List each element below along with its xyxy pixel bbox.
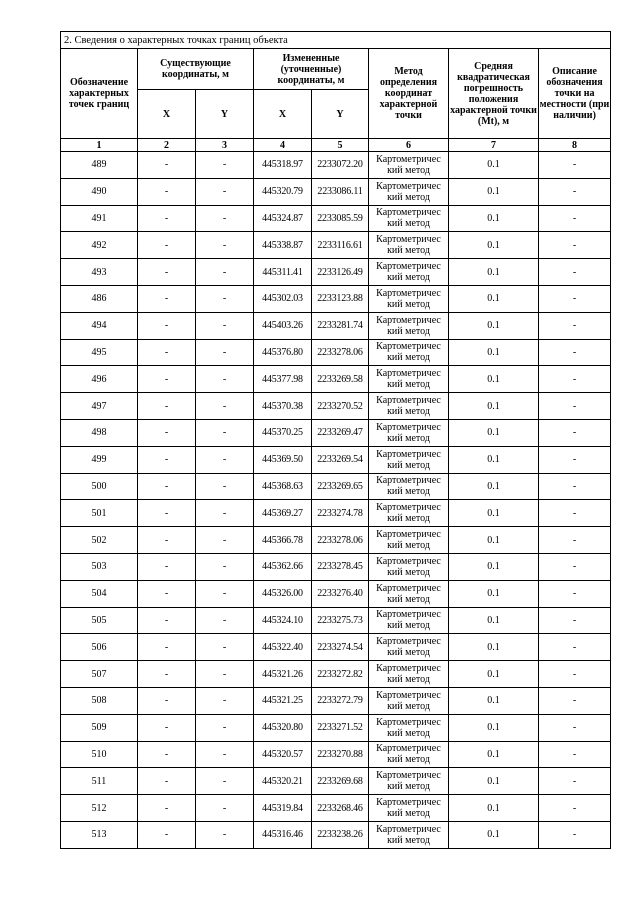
existing-x-cell: - xyxy=(138,366,196,393)
changed-y-cell: 2233126.49 xyxy=(312,259,369,286)
header-changed-coords: Измененные (уточненные) координаты, м xyxy=(254,49,369,90)
changed-x-cell: 445376.80 xyxy=(254,339,312,366)
existing-x-cell: - xyxy=(138,634,196,661)
description-cell: - xyxy=(539,634,611,661)
point-number-cell: 494 xyxy=(61,312,138,339)
point-number-cell: 490 xyxy=(61,178,138,205)
point-number-cell: 509 xyxy=(61,714,138,741)
existing-x-cell: - xyxy=(138,178,196,205)
existing-y-cell: - xyxy=(196,661,254,688)
header-description: Описание обозначения точки на местности (при наличии) xyxy=(539,49,611,139)
description-cell: - xyxy=(539,687,611,714)
existing-x-cell: - xyxy=(138,580,196,607)
rms-error-cell: 0.1 xyxy=(449,178,539,205)
table-row xyxy=(61,553,611,580)
table-row xyxy=(61,446,611,473)
existing-x-cell: - xyxy=(138,553,196,580)
existing-y-cell: - xyxy=(196,527,254,554)
existing-y-cell: - xyxy=(196,607,254,634)
changed-x-cell: 445370.25 xyxy=(254,419,312,446)
changed-y-cell: 2233269.54 xyxy=(312,446,369,473)
existing-y-cell: - xyxy=(196,473,254,500)
header-existing-y: Y xyxy=(196,90,254,139)
changed-x-cell: 445320.57 xyxy=(254,741,312,768)
boundary-points-table xyxy=(60,31,611,849)
table-row xyxy=(61,393,611,420)
existing-y-cell: - xyxy=(196,634,254,661)
changed-x-cell: 445320.21 xyxy=(254,768,312,795)
description-cell: - xyxy=(539,232,611,259)
existing-x-cell: - xyxy=(138,741,196,768)
existing-x-cell: - xyxy=(138,152,196,179)
point-number-cell: 491 xyxy=(61,205,138,232)
rms-error-cell: 0.1 xyxy=(449,795,539,822)
table-row xyxy=(61,580,611,607)
changed-y-cell: 2233270.52 xyxy=(312,393,369,420)
changed-x-cell: 445324.10 xyxy=(254,607,312,634)
table-row xyxy=(61,714,611,741)
changed-y-cell: 2233269.58 xyxy=(312,366,369,393)
header-changed-x: X xyxy=(254,90,312,139)
column-number: 7 xyxy=(449,139,539,152)
method-cell: Картометричес кий метод xyxy=(369,580,449,607)
table-row xyxy=(61,205,611,232)
point-number-cell: 507 xyxy=(61,661,138,688)
changed-x-cell: 445368.63 xyxy=(254,473,312,500)
rms-error-cell: 0.1 xyxy=(449,661,539,688)
rms-error-cell: 0.1 xyxy=(449,419,539,446)
changed-y-cell: 2233281.74 xyxy=(312,312,369,339)
changed-y-cell: 2233269.65 xyxy=(312,473,369,500)
table-row xyxy=(61,500,611,527)
existing-y-cell: - xyxy=(196,393,254,420)
existing-y-cell: - xyxy=(196,312,254,339)
changed-y-cell: 2233274.54 xyxy=(312,634,369,661)
point-number-cell: 508 xyxy=(61,687,138,714)
method-cell: Картометричес кий метод xyxy=(369,500,449,527)
changed-x-cell: 445316.46 xyxy=(254,821,312,848)
existing-x-cell: - xyxy=(138,473,196,500)
method-cell: Картометричес кий метод xyxy=(369,312,449,339)
table-row xyxy=(61,419,611,446)
changed-y-cell: 2233085.59 xyxy=(312,205,369,232)
changed-x-cell: 445326.00 xyxy=(254,580,312,607)
method-cell: Картометричес кий метод xyxy=(369,687,449,714)
description-cell: - xyxy=(539,553,611,580)
description-cell: - xyxy=(539,795,611,822)
rms-error-cell: 0.1 xyxy=(449,580,539,607)
point-number-cell: 495 xyxy=(61,339,138,366)
changed-y-cell: 2233123.88 xyxy=(312,285,369,312)
existing-y-cell: - xyxy=(196,446,254,473)
changed-x-cell: 445302.03 xyxy=(254,285,312,312)
method-cell: Картометричес кий метод xyxy=(369,232,449,259)
description-cell: - xyxy=(539,527,611,554)
changed-y-cell: 2233276.40 xyxy=(312,580,369,607)
point-number-cell: 497 xyxy=(61,393,138,420)
rms-error-cell: 0.1 xyxy=(449,393,539,420)
point-number-cell: 498 xyxy=(61,419,138,446)
changed-x-cell: 445321.25 xyxy=(254,687,312,714)
description-cell: - xyxy=(539,393,611,420)
point-number-cell: 511 xyxy=(61,768,138,795)
method-cell: Картометричес кий метод xyxy=(369,634,449,661)
table-row xyxy=(61,527,611,554)
existing-y-cell: - xyxy=(196,821,254,848)
existing-y-cell: - xyxy=(196,768,254,795)
existing-x-cell: - xyxy=(138,419,196,446)
changed-x-cell: 445319.84 xyxy=(254,795,312,822)
section-title: 2. Сведения о характерных точках границ объекта xyxy=(61,32,611,49)
existing-x-cell: - xyxy=(138,795,196,822)
changed-y-cell: 2233278.06 xyxy=(312,339,369,366)
method-cell: Картометричес кий метод xyxy=(369,366,449,393)
description-cell: - xyxy=(539,446,611,473)
description-cell: - xyxy=(539,741,611,768)
column-number: 4 xyxy=(254,139,312,152)
rms-error-cell: 0.1 xyxy=(449,634,539,661)
description-cell: - xyxy=(539,152,611,179)
changed-x-cell: 445318.97 xyxy=(254,152,312,179)
method-cell: Картометричес кий метод xyxy=(369,446,449,473)
changed-y-cell: 2233086.11 xyxy=(312,178,369,205)
column-number: 6 xyxy=(369,139,449,152)
existing-x-cell: - xyxy=(138,821,196,848)
table-row xyxy=(61,768,611,795)
table-row xyxy=(61,178,611,205)
existing-x-cell: - xyxy=(138,714,196,741)
description-cell: - xyxy=(539,500,611,527)
existing-y-cell: - xyxy=(196,285,254,312)
column-number: 3 xyxy=(196,139,254,152)
rms-error-cell: 0.1 xyxy=(449,687,539,714)
rms-error-cell: 0.1 xyxy=(449,312,539,339)
rms-error-cell: 0.1 xyxy=(449,553,539,580)
point-number-cell: 513 xyxy=(61,821,138,848)
point-number-cell: 502 xyxy=(61,527,138,554)
changed-y-cell: 2233274.78 xyxy=(312,500,369,527)
method-cell: Картометричес кий метод xyxy=(369,419,449,446)
existing-x-cell: - xyxy=(138,687,196,714)
description-cell: - xyxy=(539,339,611,366)
existing-y-cell: - xyxy=(196,580,254,607)
changed-x-cell: 445369.27 xyxy=(254,500,312,527)
changed-x-cell: 445338.87 xyxy=(254,232,312,259)
point-number-cell: 486 xyxy=(61,285,138,312)
existing-y-cell: - xyxy=(196,419,254,446)
existing-y-cell: - xyxy=(196,553,254,580)
table-row xyxy=(61,366,611,393)
point-number-cell: 504 xyxy=(61,580,138,607)
method-cell: Картометричес кий метод xyxy=(369,473,449,500)
point-number-cell: 512 xyxy=(61,795,138,822)
table-row xyxy=(61,232,611,259)
rms-error-cell: 0.1 xyxy=(449,259,539,286)
rms-error-cell: 0.1 xyxy=(449,500,539,527)
description-cell: - xyxy=(539,821,611,848)
existing-y-cell: - xyxy=(196,259,254,286)
rms-error-cell: 0.1 xyxy=(449,366,539,393)
description-cell: - xyxy=(539,580,611,607)
column-number: 8 xyxy=(539,139,611,152)
method-cell: Картометричес кий метод xyxy=(369,205,449,232)
changed-x-cell: 445377.98 xyxy=(254,366,312,393)
changed-y-cell: 2233275.73 xyxy=(312,607,369,634)
existing-x-cell: - xyxy=(138,527,196,554)
rms-error-cell: 0.1 xyxy=(449,821,539,848)
method-cell: Картометричес кий метод xyxy=(369,553,449,580)
rms-error-cell: 0.1 xyxy=(449,473,539,500)
rms-error-cell: 0.1 xyxy=(449,152,539,179)
method-cell: Картометричес кий метод xyxy=(369,821,449,848)
column-number: 1 xyxy=(61,139,138,152)
changed-x-cell: 445362.66 xyxy=(254,553,312,580)
method-cell: Картометричес кий метод xyxy=(369,607,449,634)
column-number-row xyxy=(61,139,611,152)
point-number-cell: 501 xyxy=(61,500,138,527)
changed-y-cell: 2233271.52 xyxy=(312,714,369,741)
changed-x-cell: 445321.26 xyxy=(254,661,312,688)
point-number-cell: 503 xyxy=(61,553,138,580)
method-cell: Картометричес кий метод xyxy=(369,527,449,554)
method-cell: Картометричес кий метод xyxy=(369,661,449,688)
point-number-cell: 505 xyxy=(61,607,138,634)
existing-y-cell: - xyxy=(196,178,254,205)
existing-x-cell: - xyxy=(138,607,196,634)
existing-y-cell: - xyxy=(196,205,254,232)
method-cell: Картометричес кий метод xyxy=(369,714,449,741)
description-cell: - xyxy=(539,312,611,339)
changed-y-cell: 2233269.47 xyxy=(312,419,369,446)
changed-x-cell: 445320.80 xyxy=(254,714,312,741)
existing-x-cell: - xyxy=(138,205,196,232)
point-number-cell: 506 xyxy=(61,634,138,661)
changed-x-cell: 445324.87 xyxy=(254,205,312,232)
header-changed-y: Y xyxy=(312,90,369,139)
table-row xyxy=(61,821,611,848)
description-cell: - xyxy=(539,419,611,446)
table-row xyxy=(61,473,611,500)
existing-y-cell: - xyxy=(196,500,254,527)
existing-x-cell: - xyxy=(138,446,196,473)
table-row xyxy=(61,634,611,661)
existing-x-cell: - xyxy=(138,339,196,366)
method-cell: Картометричес кий метод xyxy=(369,768,449,795)
rms-error-cell: 0.1 xyxy=(449,446,539,473)
description-cell: - xyxy=(539,205,611,232)
existing-y-cell: - xyxy=(196,795,254,822)
method-cell: Картометричес кий метод xyxy=(369,152,449,179)
header-rms-error: Средняя квадратическая погрешность положения характерной точки (Mt), м xyxy=(449,49,539,139)
changed-y-cell: 2233072.20 xyxy=(312,152,369,179)
existing-y-cell: - xyxy=(196,232,254,259)
description-cell: - xyxy=(539,473,611,500)
rms-error-cell: 0.1 xyxy=(449,339,539,366)
point-number-cell: 496 xyxy=(61,366,138,393)
rms-error-cell: 0.1 xyxy=(449,714,539,741)
changed-y-cell: 2233238.26 xyxy=(312,821,369,848)
point-number-cell: 499 xyxy=(61,446,138,473)
rms-error-cell: 0.1 xyxy=(449,205,539,232)
existing-y-cell: - xyxy=(196,687,254,714)
rms-error-cell: 0.1 xyxy=(449,285,539,312)
changed-y-cell: 2233116.61 xyxy=(312,232,369,259)
rms-error-cell: 0.1 xyxy=(449,232,539,259)
existing-y-cell: - xyxy=(196,741,254,768)
method-cell: Картометричес кий метод xyxy=(369,178,449,205)
method-cell: Картометричес кий метод xyxy=(369,285,449,312)
point-number-cell: 500 xyxy=(61,473,138,500)
changed-y-cell: 2233270.88 xyxy=(312,741,369,768)
existing-y-cell: - xyxy=(196,152,254,179)
description-cell: - xyxy=(539,178,611,205)
changed-x-cell: 445366.78 xyxy=(254,527,312,554)
table-row xyxy=(61,795,611,822)
changed-x-cell: 445320.79 xyxy=(254,178,312,205)
description-cell: - xyxy=(539,661,611,688)
rms-error-cell: 0.1 xyxy=(449,527,539,554)
point-number-cell: 492 xyxy=(61,232,138,259)
existing-x-cell: - xyxy=(138,500,196,527)
changed-x-cell: 445370.38 xyxy=(254,393,312,420)
description-cell: - xyxy=(539,714,611,741)
existing-x-cell: - xyxy=(138,768,196,795)
changed-y-cell: 2233278.45 xyxy=(312,553,369,580)
table-row xyxy=(61,687,611,714)
point-number-cell: 493 xyxy=(61,259,138,286)
changed-y-cell: 2233278.06 xyxy=(312,527,369,554)
changed-y-cell: 2233269.68 xyxy=(312,768,369,795)
rms-error-cell: 0.1 xyxy=(449,768,539,795)
description-cell: - xyxy=(539,285,611,312)
description-cell: - xyxy=(539,259,611,286)
changed-y-cell: 2233268.46 xyxy=(312,795,369,822)
description-cell: - xyxy=(539,366,611,393)
changed-x-cell: 445322.40 xyxy=(254,634,312,661)
column-number: 5 xyxy=(312,139,369,152)
header-point-designation: Обозначение характерных точек границ xyxy=(61,49,138,139)
method-cell: Картометричес кий метод xyxy=(369,741,449,768)
table-row xyxy=(61,607,611,634)
existing-x-cell: - xyxy=(138,232,196,259)
existing-x-cell: - xyxy=(138,312,196,339)
changed-x-cell: 445311.41 xyxy=(254,259,312,286)
table-row xyxy=(61,741,611,768)
existing-x-cell: - xyxy=(138,661,196,688)
table-row xyxy=(61,661,611,688)
changed-x-cell: 445403.26 xyxy=(254,312,312,339)
header-existing-coords: Существующие координаты, м xyxy=(138,49,254,90)
changed-y-cell: 2233272.82 xyxy=(312,661,369,688)
existing-y-cell: - xyxy=(196,366,254,393)
existing-x-cell: - xyxy=(138,259,196,286)
table-row xyxy=(61,339,611,366)
header-method: Метод определения координат характерной точки xyxy=(369,49,449,139)
existing-x-cell: - xyxy=(138,393,196,420)
method-cell: Картометричес кий метод xyxy=(369,339,449,366)
method-cell: Картометричес кий метод xyxy=(369,393,449,420)
method-cell: Картометричес кий метод xyxy=(369,795,449,822)
existing-y-cell: - xyxy=(196,714,254,741)
point-number-cell: 510 xyxy=(61,741,138,768)
table-row xyxy=(61,312,611,339)
table-row xyxy=(61,285,611,312)
description-cell: - xyxy=(539,768,611,795)
rms-error-cell: 0.1 xyxy=(449,741,539,768)
table-row xyxy=(61,152,611,179)
description-cell: - xyxy=(539,607,611,634)
changed-x-cell: 445369.50 xyxy=(254,446,312,473)
changed-y-cell: 2233272.79 xyxy=(312,687,369,714)
column-number: 2 xyxy=(138,139,196,152)
existing-y-cell: - xyxy=(196,339,254,366)
existing-x-cell: - xyxy=(138,285,196,312)
point-number-cell: 489 xyxy=(61,152,138,179)
rms-error-cell: 0.1 xyxy=(449,607,539,634)
table-row xyxy=(61,259,611,286)
header-existing-x: X xyxy=(138,90,196,139)
method-cell: Картометричес кий метод xyxy=(369,259,449,286)
